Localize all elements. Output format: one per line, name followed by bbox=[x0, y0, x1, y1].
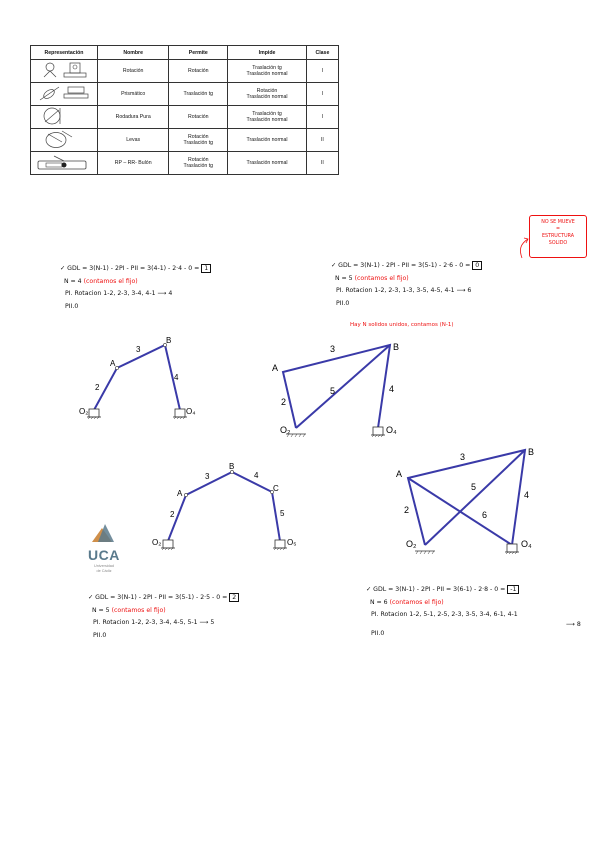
row5-nombre: RP – RR- Bulón bbox=[98, 152, 169, 175]
label-a: A bbox=[110, 359, 116, 368]
row3-impide: Traslación tg Traslación normal bbox=[228, 106, 307, 129]
link-4-label: 4 bbox=[254, 471, 259, 480]
row5-impide: Traslación normal bbox=[228, 152, 307, 175]
header-representacion: Representación bbox=[31, 46, 98, 60]
link-2-label: 2 bbox=[281, 397, 287, 407]
row1-nombre: Rotación bbox=[98, 60, 169, 83]
row2-impide: Rotación Traslación normal bbox=[228, 83, 307, 106]
n-line: N = 6 (contamos el fijo) bbox=[369, 598, 444, 606]
label-o4: O₄ bbox=[521, 539, 532, 549]
result-box: 1 bbox=[201, 264, 211, 273]
label-a: A bbox=[396, 469, 403, 479]
ground-pivot-icon bbox=[161, 540, 175, 550]
label-o2: O₂ bbox=[152, 538, 162, 547]
pii-line: PII.0 bbox=[65, 302, 79, 310]
gdl-line: ✓ GDL = 3(N-1) - 2PI - PII = 3(4-1) - 2·4 - 0 = 1 bbox=[60, 263, 211, 276]
mech4-links bbox=[408, 450, 525, 545]
link-2-label: 2 bbox=[170, 510, 175, 519]
link-4-label: 4 bbox=[389, 384, 395, 394]
link-5-label: 5 bbox=[280, 509, 285, 518]
row2-nombre: Prismático bbox=[98, 83, 169, 106]
note-line: NO SE MUEVE bbox=[541, 220, 575, 225]
ground-pivot-icon bbox=[415, 551, 435, 554]
ground-pivot-icon bbox=[505, 544, 519, 554]
label-a: A bbox=[272, 363, 279, 373]
label-a: A bbox=[177, 489, 183, 498]
label-o2: O₂ bbox=[406, 539, 417, 549]
pi-line: PI. Rotacion 1-2, 2-3, 1-3, 3-5, 4-5, 4-1 ⟶ 6 bbox=[336, 287, 472, 294]
row3-clase: I bbox=[306, 106, 338, 129]
note-line: SOLIDO bbox=[548, 241, 568, 246]
label-c: C bbox=[273, 484, 279, 493]
mechanism-4 bbox=[396, 447, 534, 554]
result-box: -1 bbox=[507, 585, 519, 594]
row5-clase: II bbox=[306, 152, 338, 175]
mech1-links bbox=[94, 345, 180, 410]
uca-logo-subtitle: Universidad de Cádiz bbox=[93, 564, 115, 573]
result-box: 2 bbox=[229, 593, 239, 602]
pi-line: PI. Rotacion 1-2, 2-3, 3-4, 4-5, 5-1 ⟶ 5 bbox=[93, 619, 215, 626]
link-3-label: 3 bbox=[136, 345, 141, 354]
row3-nombre: Rodadura Pura bbox=[98, 106, 169, 129]
label-b: B bbox=[229, 462, 235, 471]
label-b: B bbox=[393, 342, 400, 352]
ground-pivot-icon bbox=[371, 427, 385, 437]
mechanism-2 bbox=[272, 342, 399, 437]
row4-nombre: Levas bbox=[98, 129, 169, 152]
result-box: 0 bbox=[472, 261, 482, 270]
n-line: N = 4 (contamos el fijo) bbox=[63, 277, 138, 285]
link-3-label: 3 bbox=[460, 452, 466, 462]
note-line: = bbox=[555, 227, 561, 232]
label-o4: O₄ bbox=[386, 425, 397, 435]
label-b: B bbox=[528, 447, 535, 457]
ground-pivot-icon bbox=[173, 409, 187, 419]
note-line: ESTRUCTURA bbox=[541, 234, 575, 239]
link-3-label: 3 bbox=[330, 344, 336, 354]
gdl-line: ✓ GDL = 3(N-1) - 2PI - PII = 3(5-1) - 2·5 - 0 = 2 bbox=[88, 592, 239, 605]
pi-line-cont: ⟶ 8 bbox=[566, 620, 581, 628]
mech2-links bbox=[283, 345, 390, 428]
label-b: B bbox=[166, 336, 172, 345]
label-o5: O₅ bbox=[287, 538, 297, 547]
header-impide: Impide bbox=[228, 46, 307, 60]
header-clase: Clase bbox=[306, 46, 338, 60]
pi-line: PI. Rotacion 1-2, 2-3, 3-4, 4-1 ⟶ 4 bbox=[65, 290, 173, 297]
pii-line: PII.0 bbox=[93, 631, 107, 639]
label-o4: O₄ bbox=[186, 407, 196, 416]
gdl-line: ✓ GDL = 3(N-1) - 2PI - PII = 3(6-1) - 2·8 - 0 = -1 bbox=[366, 584, 581, 597]
label-o2: O₂ bbox=[79, 407, 89, 416]
link-6-label: 6 bbox=[482, 510, 488, 520]
header-permite: Permite bbox=[169, 46, 228, 60]
mechanism-1 bbox=[79, 336, 196, 419]
row1-impide: Traslación tg Traslación normal bbox=[228, 60, 307, 83]
row4-impide: Traslación normal bbox=[228, 129, 307, 152]
pii-line: PII.0 bbox=[336, 299, 350, 307]
row5-permite: Rotación Traslación tg bbox=[169, 152, 228, 175]
link-4-label: 4 bbox=[524, 490, 530, 500]
row1-clase: I bbox=[306, 60, 338, 83]
row3-permite: Rotación bbox=[169, 106, 228, 129]
ground-pivot-icon bbox=[273, 540, 287, 550]
hint-text: Hay N solidos unidos, contamos (N-1) bbox=[350, 322, 454, 328]
mech3-links bbox=[168, 472, 280, 541]
link-4-label: 4 bbox=[174, 373, 179, 382]
pi-line: PI. Rotacion 1-2, 5-1, 2-5, 2-3, 3-5, 3-4, 6-1, 4-1 bbox=[371, 611, 518, 618]
mech4-link-6 bbox=[408, 478, 512, 545]
row4-clase: II bbox=[306, 129, 338, 152]
link-5-label: 5 bbox=[471, 482, 477, 492]
n-line: N = 5 (contamos el fijo) bbox=[91, 606, 166, 614]
header-nombre: Nombre bbox=[98, 46, 169, 60]
row4-permite: Rotación Traslación tg bbox=[169, 129, 228, 152]
ground-pivot-icon bbox=[87, 409, 101, 419]
label-o2: O₂ bbox=[280, 425, 291, 435]
link-3-label: 3 bbox=[205, 472, 210, 481]
gdl-line: ✓ GDL = 3(N-1) - 2PI - PII = 3(5-1) - 2·6 - 0 = 0 bbox=[331, 260, 482, 273]
pii-line: PII.0 bbox=[371, 629, 385, 637]
row2-permite: Traslación tg bbox=[169, 83, 228, 106]
n-line: N = 5 (contamos el fijo) bbox=[334, 274, 409, 282]
mechanism-3 bbox=[152, 462, 296, 550]
link-5-label: 5 bbox=[330, 386, 336, 396]
uca-logo-text: UCA bbox=[88, 547, 120, 563]
link-2-label: 2 bbox=[404, 505, 410, 515]
row1-permite: Rotación bbox=[169, 60, 228, 83]
joint-a bbox=[115, 366, 118, 369]
uca-logo-icon bbox=[92, 524, 114, 542]
row2-clase: I bbox=[306, 83, 338, 106]
link-2-label: 2 bbox=[95, 383, 100, 392]
joint-a bbox=[184, 493, 187, 496]
